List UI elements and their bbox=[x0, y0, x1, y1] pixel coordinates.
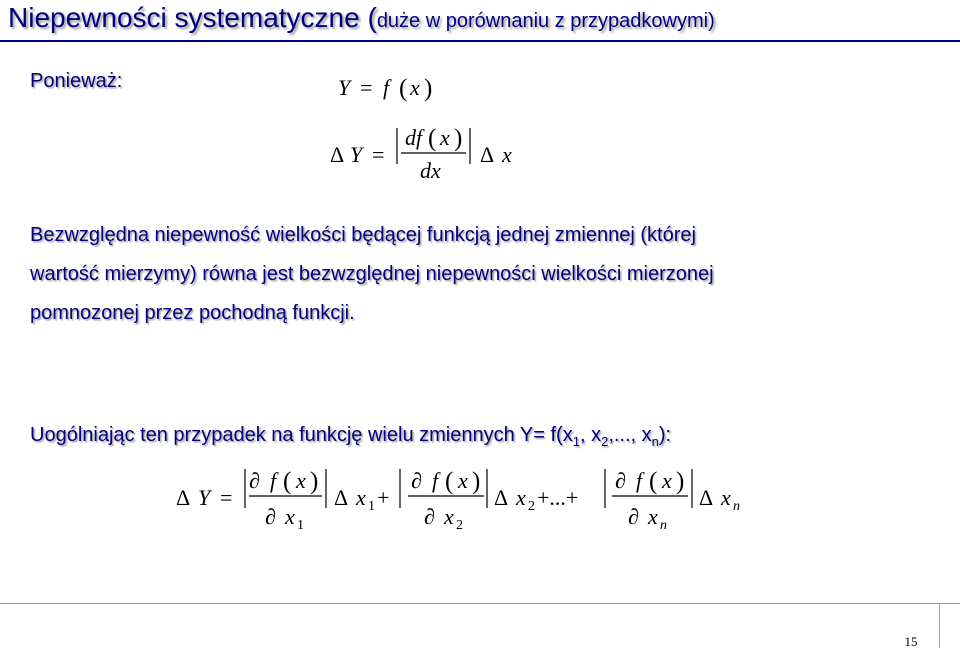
eq3-termn-lpar: ( bbox=[649, 468, 658, 495]
eq3-termn-dx: x bbox=[721, 485, 731, 510]
eq3-term2-x: x bbox=[458, 468, 468, 493]
eq2-denominator: dx bbox=[420, 158, 441, 183]
eq3-termn-partial-bottom: ∂ bbox=[628, 504, 639, 529]
eq2-Y: Y bbox=[350, 142, 363, 167]
eq1-rpar: ) bbox=[424, 75, 433, 102]
eq3-Y: Y bbox=[198, 485, 211, 510]
eq3-equals: = bbox=[220, 485, 233, 510]
eq3-term1-x: x bbox=[296, 468, 306, 493]
title-main: Niepewności systematyczne ( bbox=[8, 2, 377, 33]
eq3-term2-den-x: x bbox=[444, 504, 454, 529]
eq3-term1-lpar: ( bbox=[283, 468, 292, 495]
generalization-sub-n: n bbox=[651, 434, 659, 449]
eq3-term2-f: f bbox=[432, 468, 439, 493]
eq2-x: x bbox=[440, 125, 450, 150]
eq3-term1-f: f bbox=[270, 468, 277, 493]
generalization-sep-1: , x bbox=[579, 424, 602, 446]
eq3-termn-partial-top: ∂ bbox=[615, 468, 626, 493]
eq3-term2-partial-bottom: ∂ bbox=[424, 504, 435, 529]
footer-divider bbox=[939, 603, 940, 648]
eq1-Y: Y bbox=[338, 75, 351, 100]
eq1-lpar: ( bbox=[399, 75, 408, 102]
eq3-term1-den-sub: 1 bbox=[297, 518, 304, 533]
eq3-termn-rpar: ) bbox=[676, 468, 685, 495]
eq3-term2-den-sub: 2 bbox=[456, 518, 463, 533]
eq3-term1-delta: Δ bbox=[334, 485, 349, 510]
eq3-termn-f: f bbox=[636, 468, 643, 493]
paragraph-line-3: pomnozonej przez pochodną funkcji. bbox=[30, 302, 355, 324]
eq3-ellipsis: +...+ bbox=[537, 485, 579, 510]
eq3-termn-x: x bbox=[662, 468, 672, 493]
eq3-term2-dx: x bbox=[516, 485, 526, 510]
eq2-delta: Δ bbox=[330, 142, 345, 167]
eq2-equals: = bbox=[372, 142, 385, 167]
eq1-equals: = bbox=[360, 75, 373, 100]
eq3-termn-den-sub: n bbox=[660, 518, 667, 533]
generalization-end: ): bbox=[658, 424, 672, 446]
paragraph-line-2: wartość mierzymy) równa jest bezwzględnej niepewności wielkości mierzonej bbox=[30, 263, 714, 285]
eq3-termn-den-x: x bbox=[648, 504, 658, 529]
eq3-delta: Δ bbox=[176, 485, 191, 510]
eq3-term2-partial-top: ∂ bbox=[411, 468, 422, 493]
eq2-numerator: df bbox=[405, 125, 423, 150]
generalization-sub-1: 1 bbox=[572, 434, 580, 449]
eq1-f: f bbox=[383, 75, 390, 100]
equation-uncertainty-multi bbox=[176, 468, 740, 533]
eq3-term1-dx-sub: 1 bbox=[368, 499, 375, 514]
generalization-sub-2: 2 bbox=[601, 434, 609, 449]
eq3-term2-delta: Δ bbox=[494, 485, 509, 510]
eq3-termn-dx-sub: n bbox=[733, 499, 740, 514]
footer-rule bbox=[0, 603, 960, 604]
eq3-term1-partial-top: ∂ bbox=[249, 468, 260, 493]
eq3-termn-delta: Δ bbox=[699, 485, 714, 510]
eq2-rpar: ) bbox=[454, 125, 463, 152]
eq3-term2-dx-sub: 2 bbox=[528, 499, 535, 514]
eq3-term1-den-x: x bbox=[285, 504, 295, 529]
eq3-plus: + bbox=[377, 485, 390, 510]
eq3-term2-lpar: ( bbox=[445, 468, 454, 495]
page-number: 15 bbox=[904, 634, 918, 649]
title-note: duże w porównaniu z przypadkowymi) bbox=[376, 10, 715, 32]
equation-uncertainty-single bbox=[330, 125, 512, 183]
eq3-term1-rpar: ) bbox=[310, 468, 319, 495]
eq2-delta-x: Δ bbox=[480, 142, 495, 167]
eq2-lpar: ( bbox=[428, 125, 437, 152]
eq3-term1-partial-bottom: ∂ bbox=[265, 504, 276, 529]
paragraph-line-1: Bezwzględna niepewność wielkości będącej funkcją jednej zmiennej (której bbox=[30, 224, 696, 246]
eq2-x-var: x bbox=[502, 142, 512, 167]
eq3-term2-rpar: ) bbox=[472, 468, 481, 495]
eq3-term1-dx: x bbox=[356, 485, 366, 510]
eq1-x: x bbox=[410, 75, 420, 100]
equation-function bbox=[338, 75, 432, 102]
generalization-sep-2: ,..., x bbox=[608, 424, 652, 446]
generalization-main: Uogólniając ten przypadek na funkcję wielu zmiennych Y= f(x bbox=[30, 424, 573, 446]
because-label: Ponieważ: bbox=[30, 70, 123, 92]
